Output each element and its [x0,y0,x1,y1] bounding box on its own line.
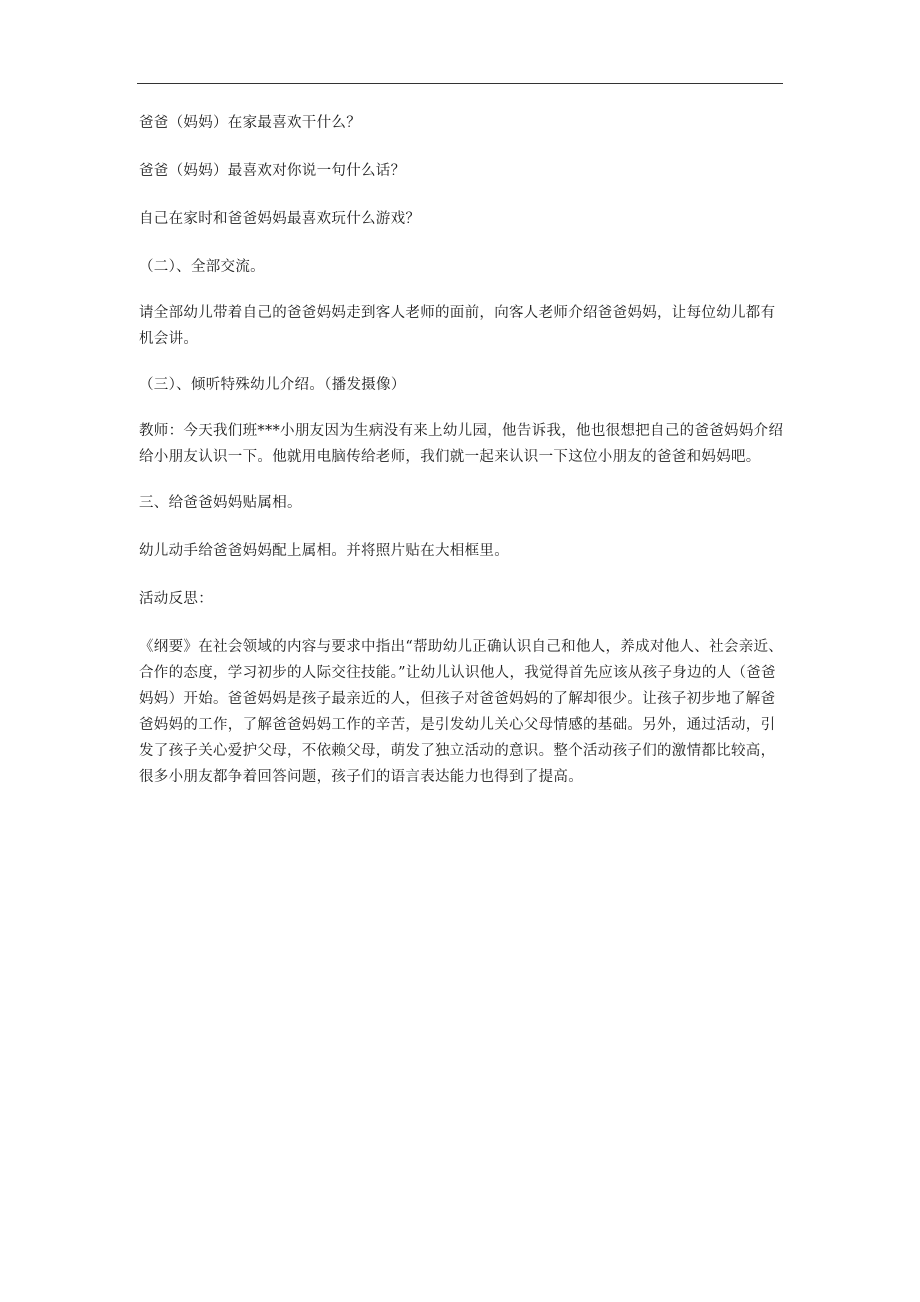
paragraph-teacher-speech: 教师：今天我们班***小朋友因为生病没有来上幼儿园，他告诉我，他也很想把自己的爸爸妈妈介绍给小朋友认识一下。他就用电脑传给老师，我们就一起来认识一下这位小朋友的爸爸和妈妈吧。 [139,423,784,465]
question-favorite-saying: 爸爸（妈妈）最喜欢对你说一句什么话？ [139,163,406,179]
question-hobby: 爸爸（妈妈）在家最喜欢干什么？ [139,115,361,131]
section-heading-exchange: （二）、全部交流。 [139,259,265,275]
question-favorite-game: 自己在家时和爸爸妈妈最喜欢玩什么游戏？ [139,211,421,227]
paragraph-zodiac-activity: 幼儿动手给爸爸妈妈配上属相。并将照片贴在大相框里。 [139,543,509,559]
header-divider [137,83,783,84]
section-heading-listen: （三）、倾听特殊幼儿介绍。（播发摄像） [139,377,406,393]
paragraph-reflection: 《纲要》在社会领域的内容与要求中指出“帮助幼儿正确认识自己和他人，养成对他人、社会亲近、合作的态度，学习初步的人际交往技能。”让幼儿认识他人，我觉得首先应该从孩子身边的人（爸爸妈妈）开始。爸爸妈妈是孩子最亲近的人，但孩子对爸爸妈妈的了解却很少。让孩子初步地了解爸爸妈妈的工作，了解爸爸妈妈工作的辛苦，是引发幼儿关心父母情感的基础。另外，通过活动，引发了孩子关心爱护父母，不依赖父母，萌发了独立活动的意识。整个活动孩子们的激情都比较高，很多小朋友都争着回答问题，孩子们的语言表达能力也得到了提高。 [139,639,784,785]
document-body [139,110,787,790]
paragraph-introduce-parents: 请全部幼儿带着自己的爸爸妈妈走到客人老师的面前，向客人老师介绍爸爸妈妈，让每位幼儿都有机会讲。 [139,305,776,347]
heading-reflection: 活动反思： [139,591,213,607]
section-heading-zodiac: 三、给爸爸妈妈贴属相。 [139,495,302,511]
